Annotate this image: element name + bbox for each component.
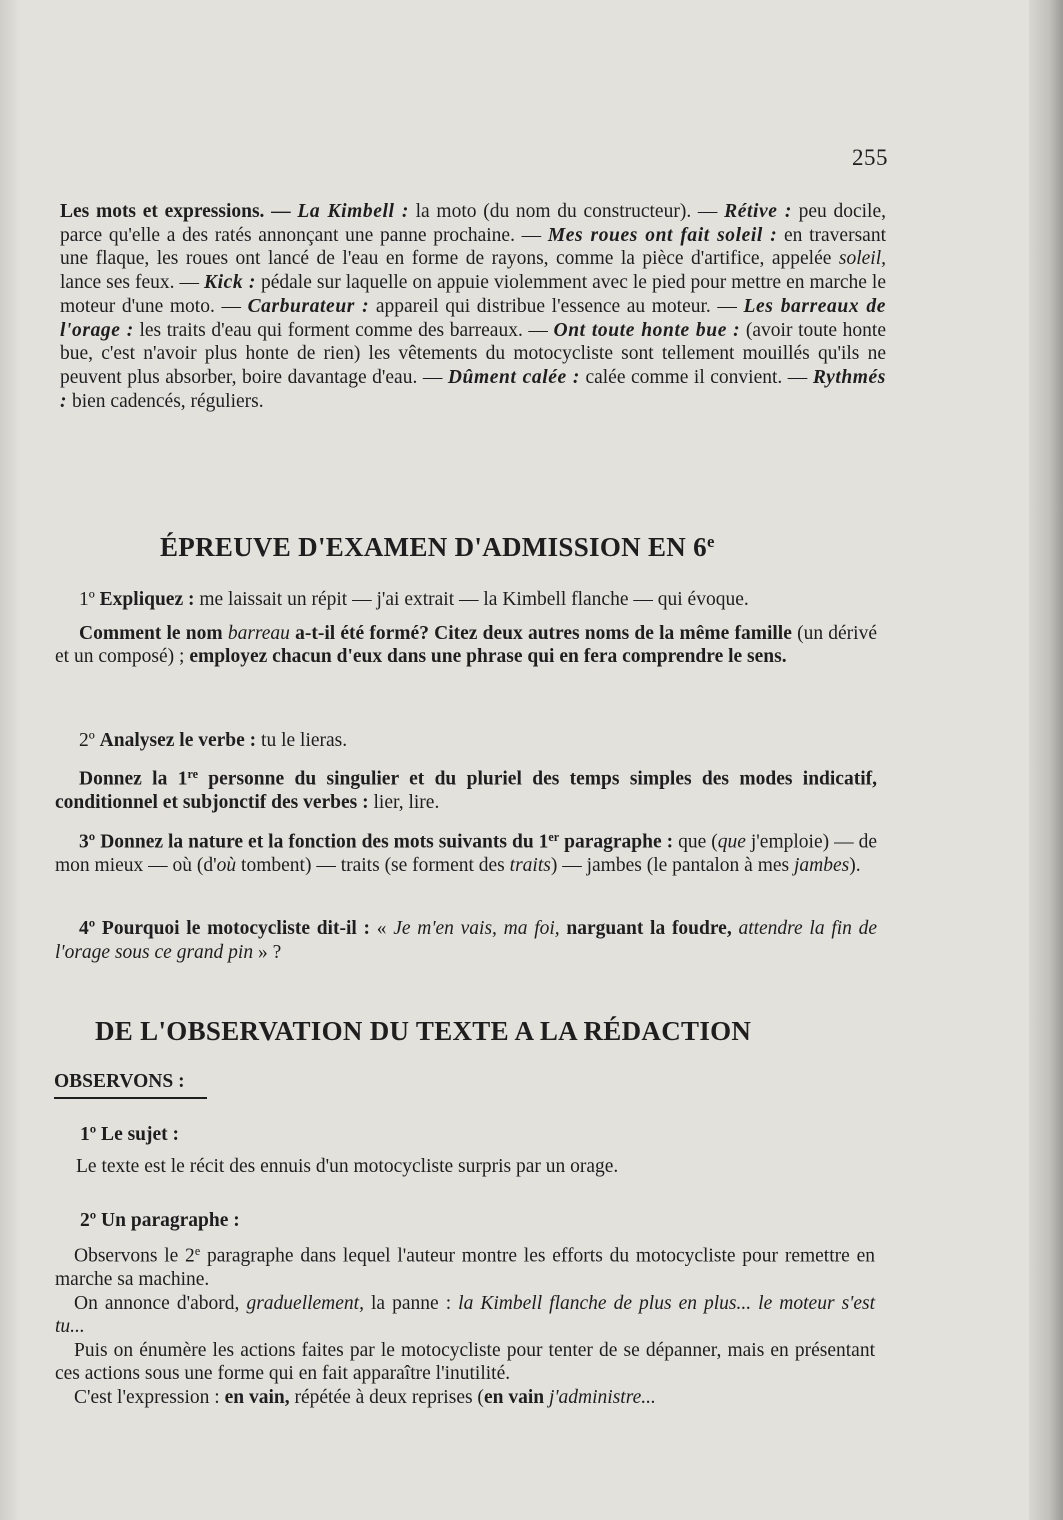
term-kimbell: La Kimbell : xyxy=(297,201,409,222)
para-4-bold-2: en vain xyxy=(483,1386,545,1408)
term-dument-calee: Dûment calée : xyxy=(447,366,580,388)
para-4-bold: en vain, xyxy=(224,1386,290,1408)
q1-text: me laissait un répit — j'ai extrait — la Kimbell flanche — qui évoque. xyxy=(194,589,749,610)
q3-italic-4: jambes xyxy=(793,855,850,877)
definition-soleil-italic: soleil, xyxy=(838,248,886,270)
para-2-quote: la Kimbell flanche de plus en plus... le moteur s'est tu... xyxy=(55,1292,875,1338)
para-4-italic: j'administre... xyxy=(544,1386,656,1408)
q2-part-a-sup: re xyxy=(187,766,198,781)
observons-heading: OBSERVONS : xyxy=(54,1071,207,1099)
q3-label-sup: er xyxy=(548,830,560,844)
q4-italic-2: attendre la fin de l'orage sous ce grand pin xyxy=(55,918,878,963)
q1-number: 1º xyxy=(79,589,95,610)
q3-text-4: ) — jambes (le pantalon à mes xyxy=(550,855,794,877)
q3-label: Donnez la nature et la fonction des mots suivants du 1 xyxy=(100,831,549,853)
term-barreaux: Les barreaux de l'orage : xyxy=(60,295,886,341)
q3-text-1: que ( xyxy=(673,831,718,853)
para-4-start: C'est l'expression : xyxy=(74,1386,225,1408)
page-number: 255 xyxy=(852,145,888,170)
vocabulary-heading: Les mots et expressions. — xyxy=(60,201,291,222)
q3-text-5: ). xyxy=(849,855,861,877)
q3-text-2: j'emploie) — de mon mieux — où (d' xyxy=(55,831,877,877)
definition-rythmes: bien cadencés, réguliers. xyxy=(67,390,264,412)
exam-question-2 xyxy=(55,729,877,814)
definition-kick: pédale sur laquelle on appuie violemment avec le pied pour mettre en marche le moteur d'une moto. — xyxy=(60,272,886,317)
definition-barreaux: les traits d'eau qui forment comme des barreaux. — xyxy=(133,319,554,341)
definition-soleil-end: lance ses feux. — xyxy=(60,272,205,294)
q2-part-a: Donnez la 1 xyxy=(79,768,188,790)
definition-dument-calee: calée comme il convient. — xyxy=(579,366,813,388)
q2-number: 2º xyxy=(79,730,95,751)
q4-number: 4º xyxy=(79,918,96,939)
para-1-sup: e xyxy=(194,1244,201,1258)
definition-soleil: en traversant une flaque, les roues ont lancé de l'eau en forme de rayons, comme la pièce d'artifice, appelée xyxy=(60,224,886,270)
para-2-mid: la panne : xyxy=(363,1292,459,1314)
q2-part-b: personne du singulier et du pluriel des temps simples des modes indicatif, conditionnel et subjonctif des verbes : xyxy=(55,768,877,813)
exam-question-3 xyxy=(55,826,877,878)
q4-italic-1: Je m'en vais, ma foi, xyxy=(393,918,560,939)
vocabulary-section xyxy=(60,200,886,413)
q2-part-c: lier, lire. xyxy=(368,791,440,813)
q3-italic-3: traits xyxy=(509,855,551,877)
q4-bold-1: narguant la foudre, xyxy=(559,918,732,939)
q1-part-d: employez chacun d'eux dans une phrase qui en fera comprendre le sens. xyxy=(189,646,787,667)
subject-heading: 1º Le sujet : xyxy=(80,1124,180,1145)
definition-carburateur: appareil qui distribue l'essence au moteur. — xyxy=(369,295,744,317)
q1-part-c: (un dérivé et un composé) ; xyxy=(55,622,877,667)
q3-number: 3º xyxy=(79,831,96,853)
para-2-italic: graduellement, xyxy=(246,1292,364,1314)
exam-question-4 xyxy=(55,917,877,964)
page-shadow-left xyxy=(0,0,20,1520)
q4-text-2: » ? xyxy=(253,941,282,963)
exam-heading-text: ÉPREUVE D'EXAMEN D'ADMISSION EN 6 xyxy=(160,532,707,563)
q3-label-end: paragraphe : xyxy=(559,831,674,853)
term-retive: Rétive : xyxy=(724,201,792,222)
q2-text: tu le lieras. xyxy=(256,730,348,751)
paragraph-heading: 2º Un paragraphe : xyxy=(80,1210,240,1231)
observation-heading: DE L'OBSERVATION DU TEXTE A LA RÉDACTION xyxy=(95,1016,752,1046)
exam-heading xyxy=(160,532,715,563)
term-kick: Kick : xyxy=(204,272,256,294)
para-4-mid: répétée à deux reprises ( xyxy=(289,1386,484,1408)
term-carburateur: Carburateur : xyxy=(247,295,370,317)
definition-kimbell: la moto (du nom du constructeur). — xyxy=(408,201,725,222)
q2-label: Analysez le verbe : xyxy=(99,730,257,751)
term-rythmes: Rythmés : xyxy=(60,366,886,412)
term-honte-bue: Ont toute honte bue : xyxy=(553,319,741,341)
para-1-start: Observons le 2 xyxy=(74,1245,195,1267)
q3-italic-2: où xyxy=(216,855,237,877)
q3-italic-1: que xyxy=(717,831,746,853)
definition-honte-bue: (avoir toute honte bue, c'est n'avoir plus honte de rien) les vêtements du motocycliste sont tellement mouillés qu'ils ne peuvent plus absorber, boire davantage d'eau. — xyxy=(60,319,886,388)
q1-part-a-italic: barreau xyxy=(227,622,290,644)
para-3: Puis on énumère les actions faites par le motocycliste pour tenter de se dépanner, mais en présentant ces actions sous une forme qui en fait apparaître l'inutilité. xyxy=(55,1339,875,1385)
subject-text: Le texte est le récit des ennuis d'un motocycliste surpris par un orage. xyxy=(76,1156,619,1177)
observation-paragraphs xyxy=(55,1240,875,1409)
q4-text-1: « xyxy=(370,918,394,939)
exam-question-1 xyxy=(55,588,877,669)
q1-part-b: a-t-il été formé? Citez deux autres noms de la même famille xyxy=(289,622,792,644)
q1-part-a: Comment le nom xyxy=(79,622,228,644)
q3-text-3: tombent) — traits (se forment des xyxy=(236,855,510,877)
para-2-start: On annonce d'abord, xyxy=(74,1292,247,1314)
para-1-end: paragraphe dans lequel l'auteur montre les efforts du motocycliste pour remettre en marche sa machine. xyxy=(55,1245,875,1291)
definition-retive: peu docile, parce qu'elle a des ratés annonçant une panne prochaine. — xyxy=(60,201,886,246)
term-soleil: Mes roues ont fait soleil : xyxy=(547,224,778,246)
page-edge-right xyxy=(1029,0,1063,1520)
q1-label: Expliquez : xyxy=(99,589,195,610)
exam-heading-sup: e xyxy=(706,532,715,551)
q4-label: Pourquoi le motocycliste dit-il : xyxy=(101,918,371,939)
